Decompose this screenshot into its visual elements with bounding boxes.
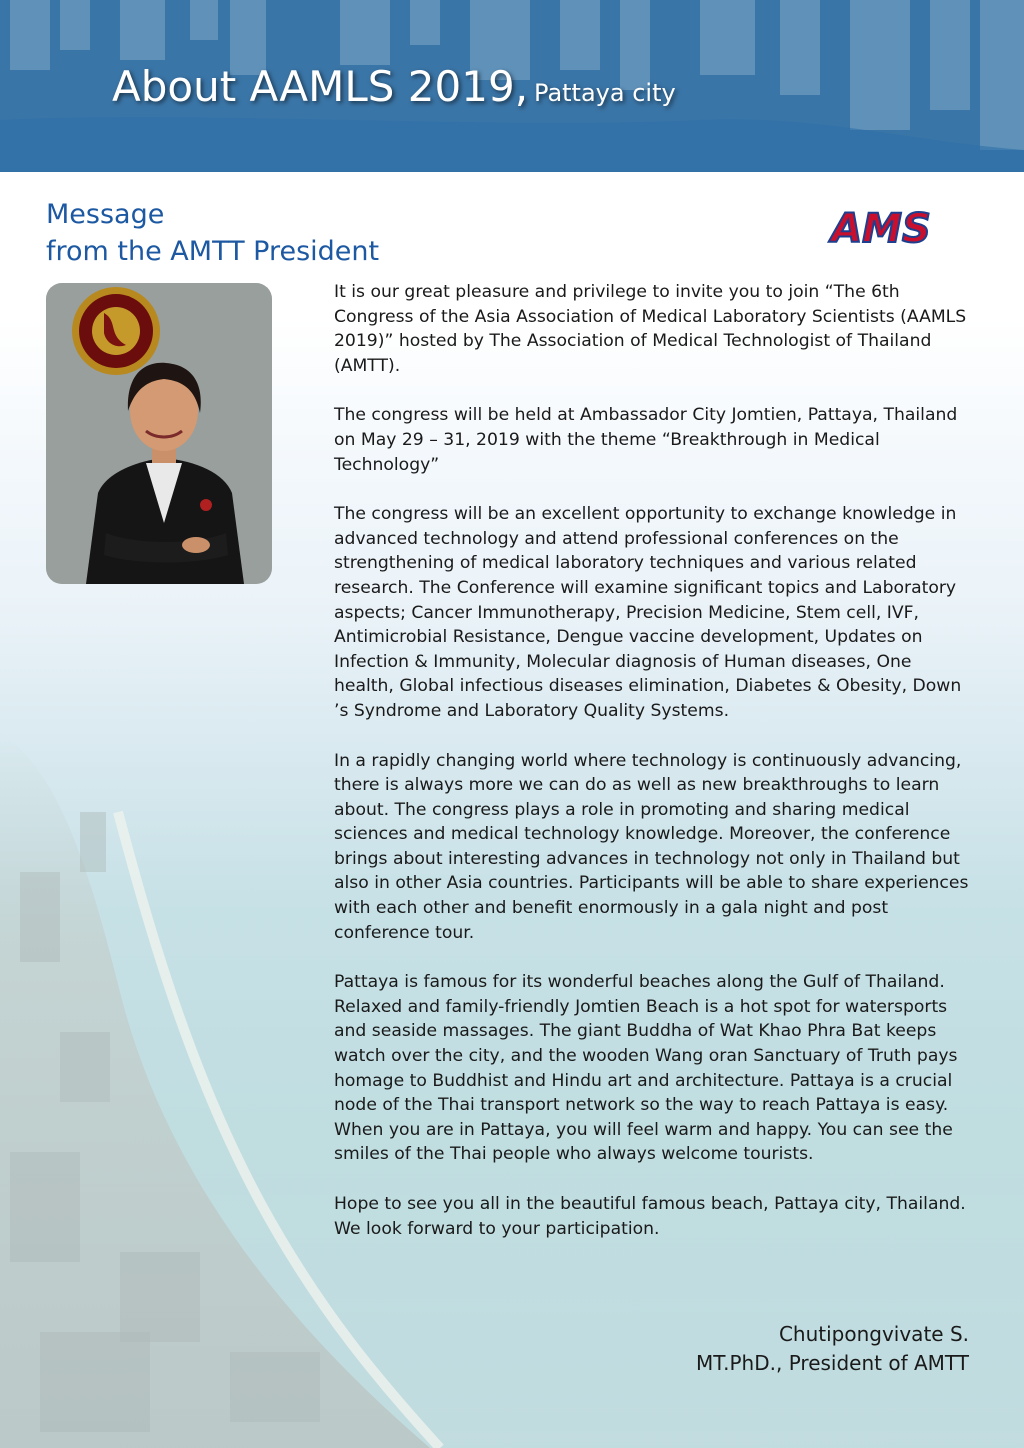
heading-line-2: from the AMTT President — [46, 236, 380, 267]
banner-title-sub: Pattaya city — [534, 79, 676, 107]
ams-logo — [822, 202, 940, 252]
paragraph-closing: Hope to see you all in the beautiful famous beach, Pattaya city, Thailand. We look forward to your participation. — [334, 1194, 966, 1239]
signature-block — [696, 1320, 969, 1378]
banner-title — [112, 62, 676, 111]
paragraph-invitation: It is our great pleasure and privilege to invite you to join “The 6th Congress of the Asia Association of Medical Laboratory Scientists (AAMLS 2019)” hosted by The Association of Medical Technologist of Thailand (AMTT). — [334, 282, 967, 376]
paragraph-venue: The congress will be held at Ambassador City Jomtien, Pattaya, Thailand on May 29 – 31, 2019 with the theme “Breakthrough in Medical Technology” — [334, 405, 958, 475]
paragraph-technology: In a rapidly changing world where technology is continuously advancing, there is always more we can do as well as new breakthroughs to learn about. The congress plays a role in promoting and sharing medical sciences and medical technology knowledge. Moreover, the conference brings about interesting advances in technology not only in Thailand but also in other Asia countries. Participants will be able to share experiences with each other and benefit enormously in a gala night and post conference tour. — [334, 750, 969, 943]
header-banner — [0, 0, 1024, 172]
banner-title-main: About AAMLS 2019, — [112, 62, 529, 111]
message-heading — [46, 196, 379, 270]
heading-line-1: Message — [46, 199, 165, 230]
signature-name: Chutipongvivate S. — [778, 1322, 969, 1346]
paragraph-topics: The congress will be an excellent opportunity to exchange knowledge in advanced technology and attend professional conferences on the strengthening of medical laboratory techniques and various related research. The Conference will examine significant topics and Laboratory aspects; Cancer Immunotherapy, Precision Medicine, Stem cell, IVF, Antimicrobial Resistance, Dengue vaccine development, Updates on Infection & Immunity, Molecular diagnosis of Human diseases, One health, Global infectious diseases elimination, Diabetes & Obesity, Down ’s Syndrome and Laboratory Quality Systems. — [334, 504, 962, 721]
logo-text: AMS — [831, 206, 931, 252]
paragraph-pattaya: Pattaya is famous for its wonderful beaches along the Gulf of Thailand. Relaxed and family-friendly Jomtien Beach is a hot spot for watersports and seaside massages. The giant Buddha of Wat Khao Phra Bat keeps watch over the city, and the wooden Wang oran Sanctuary of Truth pays homage to Buddhist and Hindu art and architecture. Pattaya is a crucial node of the Thai transport network so the way to reach Pattaya is easy. When you are in Pattaya, you will feel warm and happy. You can see the smiles of the Thai people who always welcome tourists. — [334, 972, 958, 1165]
message-body — [334, 280, 972, 1266]
president-photo — [46, 283, 272, 584]
signature-title: MT.PhD., President of AMTT — [696, 1351, 969, 1375]
